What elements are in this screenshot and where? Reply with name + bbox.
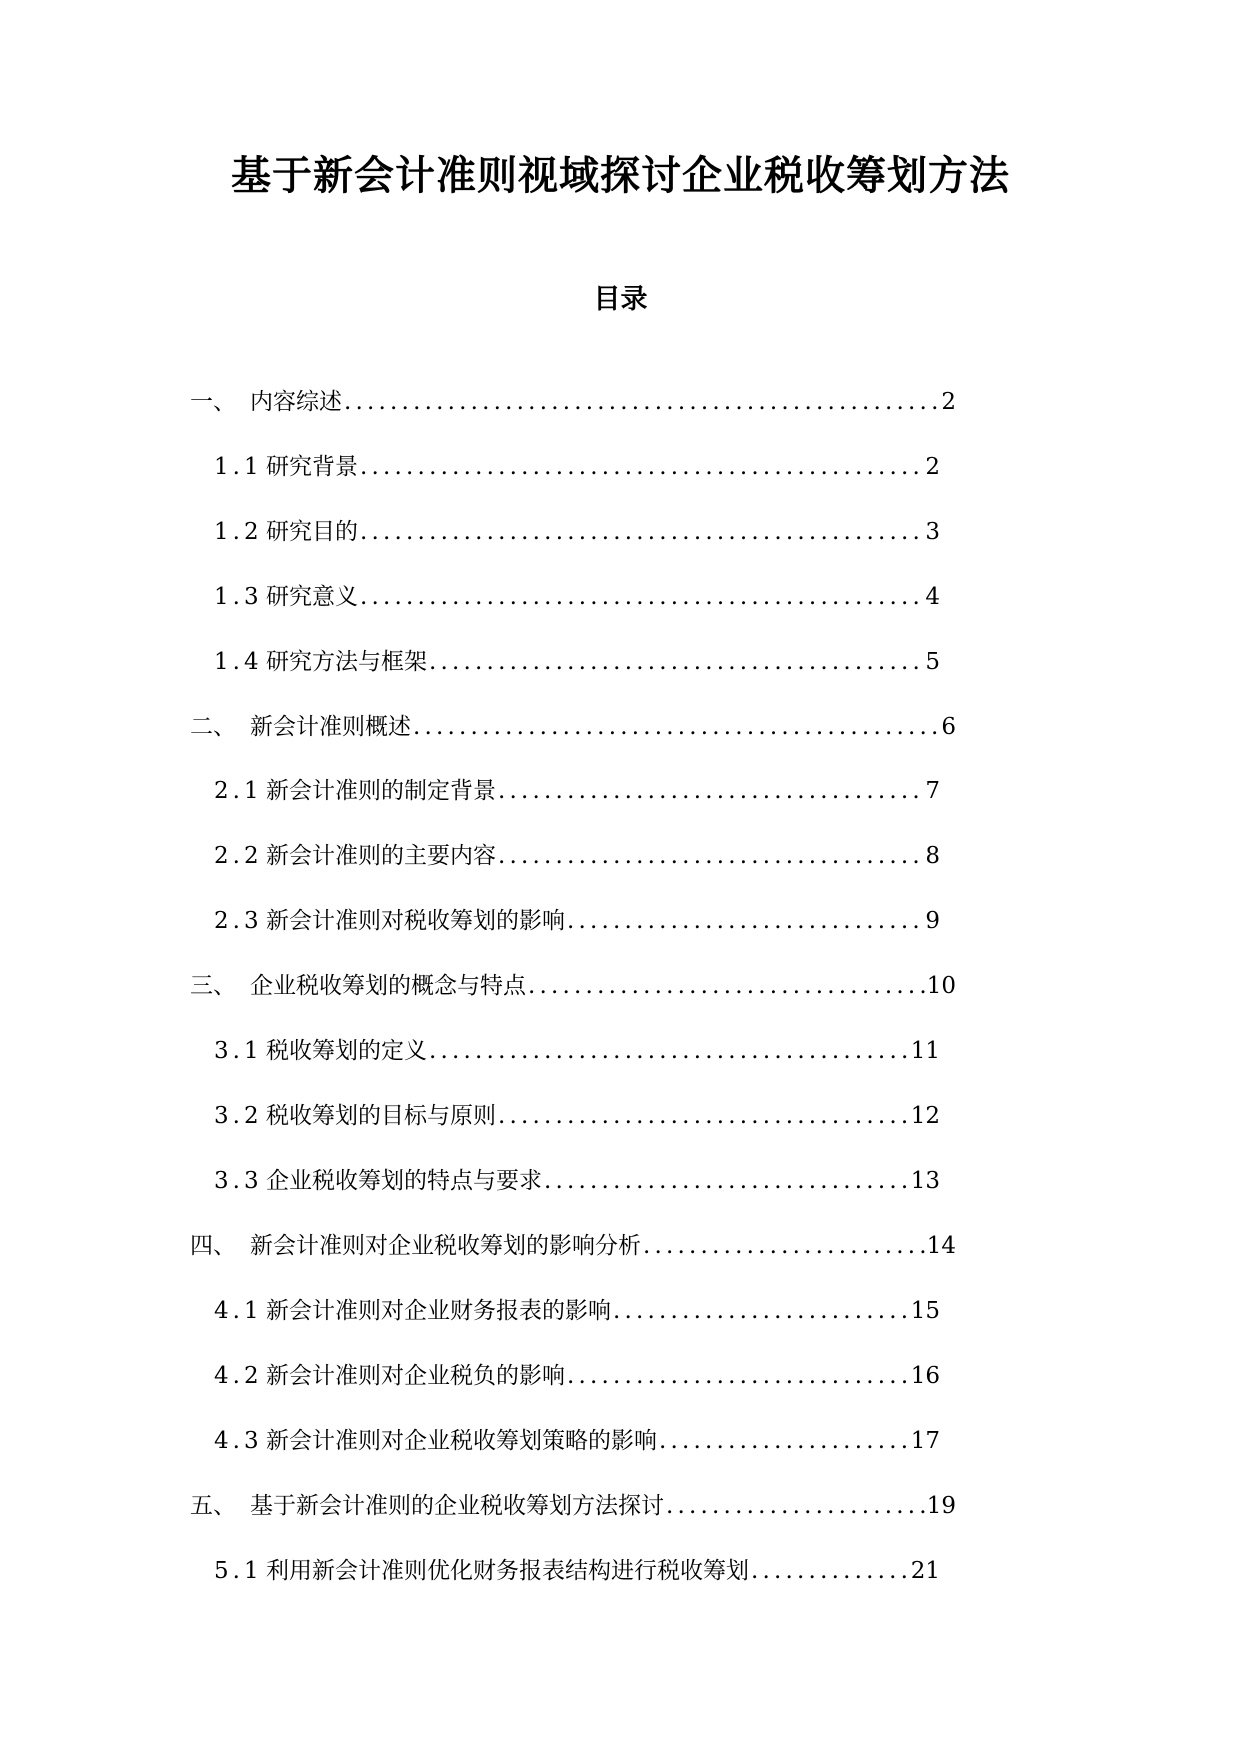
toc-entry-number: 4.1 xyxy=(214,1298,263,1324)
toc-entry-title: 基于新会计准则的企业税收筹划方法探讨 xyxy=(250,1493,664,1519)
toc-entry-page: 10 xyxy=(926,973,956,999)
toc-entry-number: 5.1 xyxy=(214,1558,263,1584)
toc-dot-leader xyxy=(427,1033,909,1069)
toc-dot-leader xyxy=(664,1488,925,1524)
toc-entry-page: 2 xyxy=(941,389,956,415)
toc-dot-leader xyxy=(641,1228,925,1264)
toc-entry-title: 税收筹划的目标与原则 xyxy=(266,1103,496,1129)
toc-entry-title: 新会计准则概述 xyxy=(250,714,411,740)
toc-entry-number: 3.1 xyxy=(214,1038,263,1064)
toc-entry-title: 新会计准则对税收筹划的影响 xyxy=(266,908,565,934)
toc-entry-section-2-2[interactable] xyxy=(214,838,940,874)
toc-entry-number: 4.2 xyxy=(214,1363,263,1389)
toc-entry-title: 新会计准则对企业税收筹划的影响分析 xyxy=(250,1233,641,1259)
toc-entry-title: 研究意义 xyxy=(266,584,358,610)
toc-entry-number: 三、 xyxy=(190,973,236,999)
toc-entry-section-1-2[interactable] xyxy=(214,514,940,550)
toc-entry-title: 内容综述 xyxy=(250,389,342,415)
toc-entry-title: 企业税收筹划的特点与要求 xyxy=(266,1168,542,1194)
toc-entry-page: 4 xyxy=(925,584,940,610)
toc-dot-leader xyxy=(358,449,923,485)
toc-dot-leader xyxy=(427,644,923,680)
toc-entry-section-1-3[interactable] xyxy=(214,579,940,615)
toc-entry-section-4-2[interactable] xyxy=(214,1358,940,1394)
toc-entry-number: 1.2 xyxy=(214,519,263,545)
toc-entry-number: 4.3 xyxy=(214,1428,263,1454)
toc-entry-number: 3.3 xyxy=(214,1168,263,1194)
toc-entry-number: 1.1 xyxy=(214,454,263,480)
toc-dot-leader xyxy=(342,384,939,420)
toc-entry-page: 2 xyxy=(925,454,940,480)
toc-entry-title: 新会计准则对企业税收筹划策略的影响 xyxy=(266,1428,657,1454)
toc-entry-page: 17 xyxy=(910,1428,940,1454)
toc-entry-title: 新会计准则的主要内容 xyxy=(266,843,496,869)
toc-entry-page: 15 xyxy=(910,1298,940,1324)
toc-entry-title: 企业税收筹划的概念与特点 xyxy=(250,973,526,999)
toc-entry-section-2-1[interactable] xyxy=(214,773,940,809)
toc-entry-number: 2.2 xyxy=(214,843,263,869)
toc-entry-section-3-2[interactable] xyxy=(214,1098,940,1134)
toc-entry-title: 税收筹划的定义 xyxy=(266,1038,427,1064)
toc-entry-page: 21 xyxy=(910,1558,940,1584)
toc-entry-page: 6 xyxy=(941,714,956,740)
toc-entry-chapter-2[interactable] xyxy=(190,709,956,745)
toc-entry-number: 四、 xyxy=(190,1233,236,1259)
toc-entry-page: 12 xyxy=(910,1103,940,1129)
toc-entry-title: 新会计准则对企业财务报表的影响 xyxy=(266,1298,611,1324)
toc-entry-title: 新会计准则对企业税负的影响 xyxy=(266,1363,565,1389)
toc-entry-number: 五、 xyxy=(190,1493,236,1519)
toc-entry-number: 一、 xyxy=(190,389,236,415)
toc-entry-number: 2.1 xyxy=(214,778,263,804)
toc-dot-leader xyxy=(496,1098,909,1134)
toc-entry-section-2-3[interactable] xyxy=(214,903,940,939)
toc-entry-section-1-1[interactable] xyxy=(214,449,940,485)
toc-entry-page: 9 xyxy=(925,908,940,934)
toc-entry-title: 研究背景 xyxy=(266,454,358,480)
document-title: 基于新会计准则视域探讨企业税收筹划方法 xyxy=(231,152,1010,199)
toc-heading: 目录 xyxy=(593,284,648,315)
toc-entry-title: 新会计准则的制定背景 xyxy=(266,778,496,804)
toc-entry-chapter-3[interactable] xyxy=(190,968,956,1004)
toc-dot-leader xyxy=(358,514,923,550)
toc-entry-page: 7 xyxy=(925,778,940,804)
toc-entry-page: 19 xyxy=(926,1493,956,1519)
toc-entry-title: 利用新会计准则优化财务报表结构进行税收筹划 xyxy=(266,1558,749,1584)
toc-entry-title: 研究目的 xyxy=(266,519,358,545)
toc-dot-leader xyxy=(411,709,939,745)
toc-entry-section-3-1[interactable] xyxy=(214,1033,940,1069)
toc-dot-leader xyxy=(542,1163,909,1199)
toc-entry-chapter-5[interactable] xyxy=(190,1488,956,1524)
toc-dot-leader xyxy=(565,903,923,939)
toc-entry-number: 1.3 xyxy=(214,584,263,610)
toc-entry-chapter-4[interactable] xyxy=(190,1228,956,1264)
toc-entry-title: 研究方法与框架 xyxy=(266,649,427,675)
toc-dot-leader xyxy=(526,968,925,1004)
toc-dot-leader xyxy=(496,838,923,874)
toc-entry-number: 二、 xyxy=(190,714,236,740)
toc-entry-section-1-4[interactable] xyxy=(214,644,940,680)
toc-dot-leader xyxy=(496,773,923,809)
toc-dot-leader xyxy=(611,1293,909,1329)
toc-entry-section-4-1[interactable] xyxy=(214,1293,940,1329)
toc-entry-number: 1.4 xyxy=(214,649,263,675)
toc-entry-section-5-1[interactable] xyxy=(214,1553,940,1589)
toc-entry-page: 8 xyxy=(925,843,940,869)
toc-dot-leader xyxy=(565,1358,909,1394)
toc-entry-page: 11 xyxy=(910,1038,940,1064)
toc-entry-page: 13 xyxy=(910,1168,940,1194)
toc-dot-leader xyxy=(657,1423,909,1459)
toc-entry-page: 3 xyxy=(925,519,940,545)
toc-entry-number: 3.2 xyxy=(214,1103,263,1129)
toc-entry-section-3-3[interactable] xyxy=(214,1163,940,1199)
toc-entry-page: 14 xyxy=(926,1233,956,1259)
toc-entry-number: 2.3 xyxy=(214,908,263,934)
toc-entry-page: 16 xyxy=(910,1363,940,1389)
toc-entry-page: 5 xyxy=(925,649,940,675)
toc-dot-leader xyxy=(358,579,923,615)
toc-entry-chapter-1[interactable] xyxy=(190,384,956,420)
toc-entry-section-4-3[interactable] xyxy=(214,1423,940,1459)
toc-dot-leader xyxy=(749,1553,909,1589)
